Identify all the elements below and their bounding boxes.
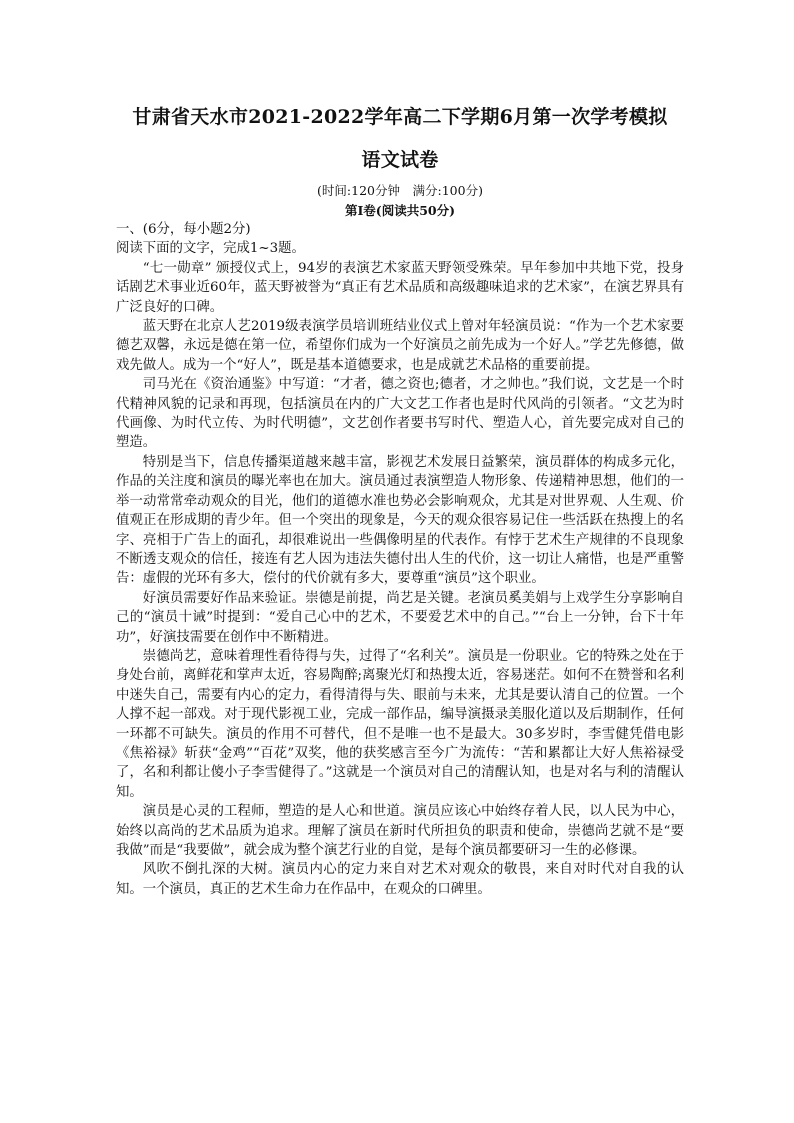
exam-title-line1: 甘肃省天水市2021-2022学年高二下学期6月第一次学考模拟 [132, 106, 668, 128]
exam-title-line2: 语文试卷 [361, 149, 439, 171]
passage-paragraph-4: 特别是当下，信息传播渠道越来越丰富，影视艺术发展日益繁荣，演员群体的构成多元化，作品的关注度和演员的曝光率也在加大。演员通过表演塑造人物形象、传递精神思想，他们的一举一动常常牵动观众的目光，他们的道德水准也势必会影响观众，尤其是对世界观、人生观、价值观正在形成期的青少年。但一个突出的现象是，今天的观众很容易记住一些活跃在热搜上的名字、亮相于广告上的面孔，却很难说出一些偶像明星的代表作。有悖于艺术生产规律的不良现象不断透支观众的信任，接连有艺人因为违法失德付出人生的代价，这一切让人痛惜，也是严重警告：虚假的光环有多大，偿付的代价就有多大，要尊重“演员”这个职业。 [116, 454, 684, 587]
reading-passage [116, 220, 684, 899]
section-instruction: 阅读下面的文字，完成1~3题。 [116, 241, 305, 257]
passage-paragraph-5: 好演员需要好作品来验证。崇德是前提，尚艺是关键。老演员奚美娟与上戏学生分享影响自己的“演员十诫”时提到：“爱自己心中的艺术，不要爱艺术中的自己。”“台上一分钟，台下十年功”，好演技需要在创作中不断精进。 [116, 590, 684, 645]
section-heading: 一、(6分，每小题2分) [116, 222, 251, 237]
part-title: 第Ⅰ卷(阅读共50分) [344, 203, 456, 218]
passage-paragraph-2: 蓝天野在北京人艺2019级表演学员培训班结业仪式上曾对年轻演员说：“作为一个艺术家要德艺双馨，永远是德在第一位，希望你们成为一个好演员之前先成为一个好人。”学艺先修德，做戏先做人。成为一个“好人”，既是基本道德要求，也是成就艺术品格的重要前提。 [116, 319, 684, 373]
passage-paragraph-8: 风吹不倒扎深的大树。演员内心的定力来自对艺术对观众的敬畏，来自对时代对自我的认知。一个演员，真正的艺术生命力在作品中，在观众的口碑里。 [116, 862, 684, 897]
passage-paragraph-3: 司马光在《资治通鉴》中写道：“才者，德之资也;德者，才之帅也。”我们说，文艺是一个时代精神风貌的记录和再现，包括演员在内的广大文艺工作者也是时代风尚的引领者。“文艺为时代画像、为时代立传、为时代明德”，文艺创作者要书写时代、塑造人心，首先要完成对自己的塑造。 [116, 377, 684, 451]
passage-paragraph-1: “七一勋章” 颁授仪式上，94岁的表演艺术家蓝天野领受殊荣。早年参加中共地下党，投身话剧艺术事业近60年，蓝天野被誉为“真正有艺术品质和高级趣味追求的艺术家”，在演艺界具有广泛良好的口碑。 [116, 260, 684, 315]
passage-paragraph-7: 演员是心灵的工程师，塑造的是人心和世道。演员应该心中始终存着人民，以人民为中心，始终以高尚的艺术品质为追求。理解了演员在新时代所担负的职责和使命，崇德尚艺就不是“要我做”而是“我要做”，就会成为整个演艺行业的自觉，是每个演员都要研习一生的必修课。 [116, 804, 684, 858]
exam-time-info: (时间:120分钟 满分:100分) [317, 183, 483, 198]
passage-paragraph-6: 崇德尚艺，意味着理性看待得与失，过得了“名利关”。演员是一份职业。它的特殊之处在于身处台前，离鲜花和掌声太近，容易陶醉;离聚光灯和热搜太近，容易迷茫。如何不在赞誉和名利中迷失自己，需要有内心的定力，看得清得与失、眼前与未来，尤其是要认清自己的位置。一个人撑不起一部戏。对于现代影视工业，完成一部作品，编导演摄录美服化道以及后期制作，任何一环都不可缺失。演员的作用不可替代，但不是唯一也不是最大。30多岁时，李雪健凭借电影《焦裕禄》斩获“金鸡”“百花”双奖，他的获奖感言至今广为流传：“苦和累都让大好人焦裕禄受了，名和利都让傻小子李雪健得了。”这就是一个演员对自己的清醒认知，也是对名与利的清醒认知。 [116, 648, 684, 800]
